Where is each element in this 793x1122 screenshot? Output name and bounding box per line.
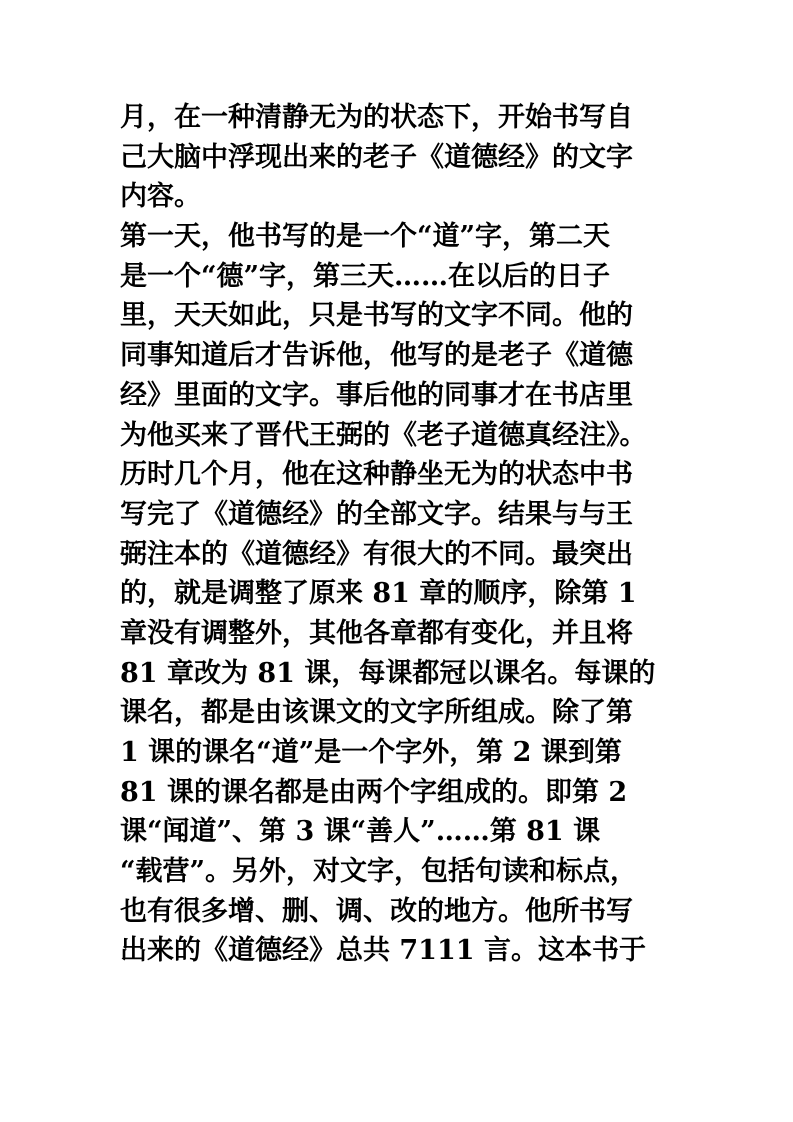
text-line: 出来的《道德经》总共 7111 言。这本书于 bbox=[120, 935, 646, 967]
text-line: 是一个“德”字，第三天……在以后的日子 bbox=[120, 260, 611, 292]
text-line: “载营”。另外，对文字，包括句读和标点， bbox=[120, 856, 638, 888]
text-line: 内容。 bbox=[120, 181, 201, 213]
text-line: 1 课的课名“道”是一个字外，第 2 课到第 bbox=[120, 737, 622, 768]
text-line: 为他买来了晋代王弼的《老子道德真经注》。 bbox=[120, 419, 647, 451]
text-line: 弼注本的《道德经》有很大的不同。最突出 bbox=[120, 538, 633, 570]
text-line: 历时几个月，他在这种静坐无为的状态中书 bbox=[120, 459, 633, 491]
text-line: 课“闻道”、第 3 课“善人”……第 81 课 bbox=[120, 816, 601, 848]
document-page bbox=[120, 98, 680, 971]
text-line: 课名，都是由该课文的文字所组成。除了第 bbox=[120, 697, 633, 729]
text-line: 的，就是调整了原来 81 章的顺序，除第 1 bbox=[120, 578, 637, 610]
text-line: 里，天天如此，只是书写的文字不同。他的 bbox=[120, 300, 633, 332]
text-line: 经》里面的文字。事后他的同事才在书店里 bbox=[120, 379, 633, 411]
text-line: 己大脑中浮现出来的老子《道德经》的文字 bbox=[120, 141, 633, 173]
text-line: 章没有调整外，其他各章都有变化，并且将 bbox=[120, 617, 633, 649]
text-line: 81 章改为 81 课，每课都冠以课名。每课的 bbox=[120, 657, 656, 689]
text-line: 月，在一种清静无为的状态下，开始书写自 bbox=[120, 102, 633, 133]
text-line: 也有很多增、删、调、改的地方。他所书写 bbox=[120, 895, 633, 927]
text-line: 同事知道后才告诉他，他写的是老子《道德 bbox=[120, 340, 633, 372]
text-line: 第一天，他书写的是一个“道”字，第二天 bbox=[120, 221, 611, 253]
text-line: 写完了《道德经》的全部文字。结果与与王 bbox=[120, 498, 633, 530]
text-line: 81 课的课名都是由两个字组成的。即第 2 bbox=[120, 776, 628, 808]
